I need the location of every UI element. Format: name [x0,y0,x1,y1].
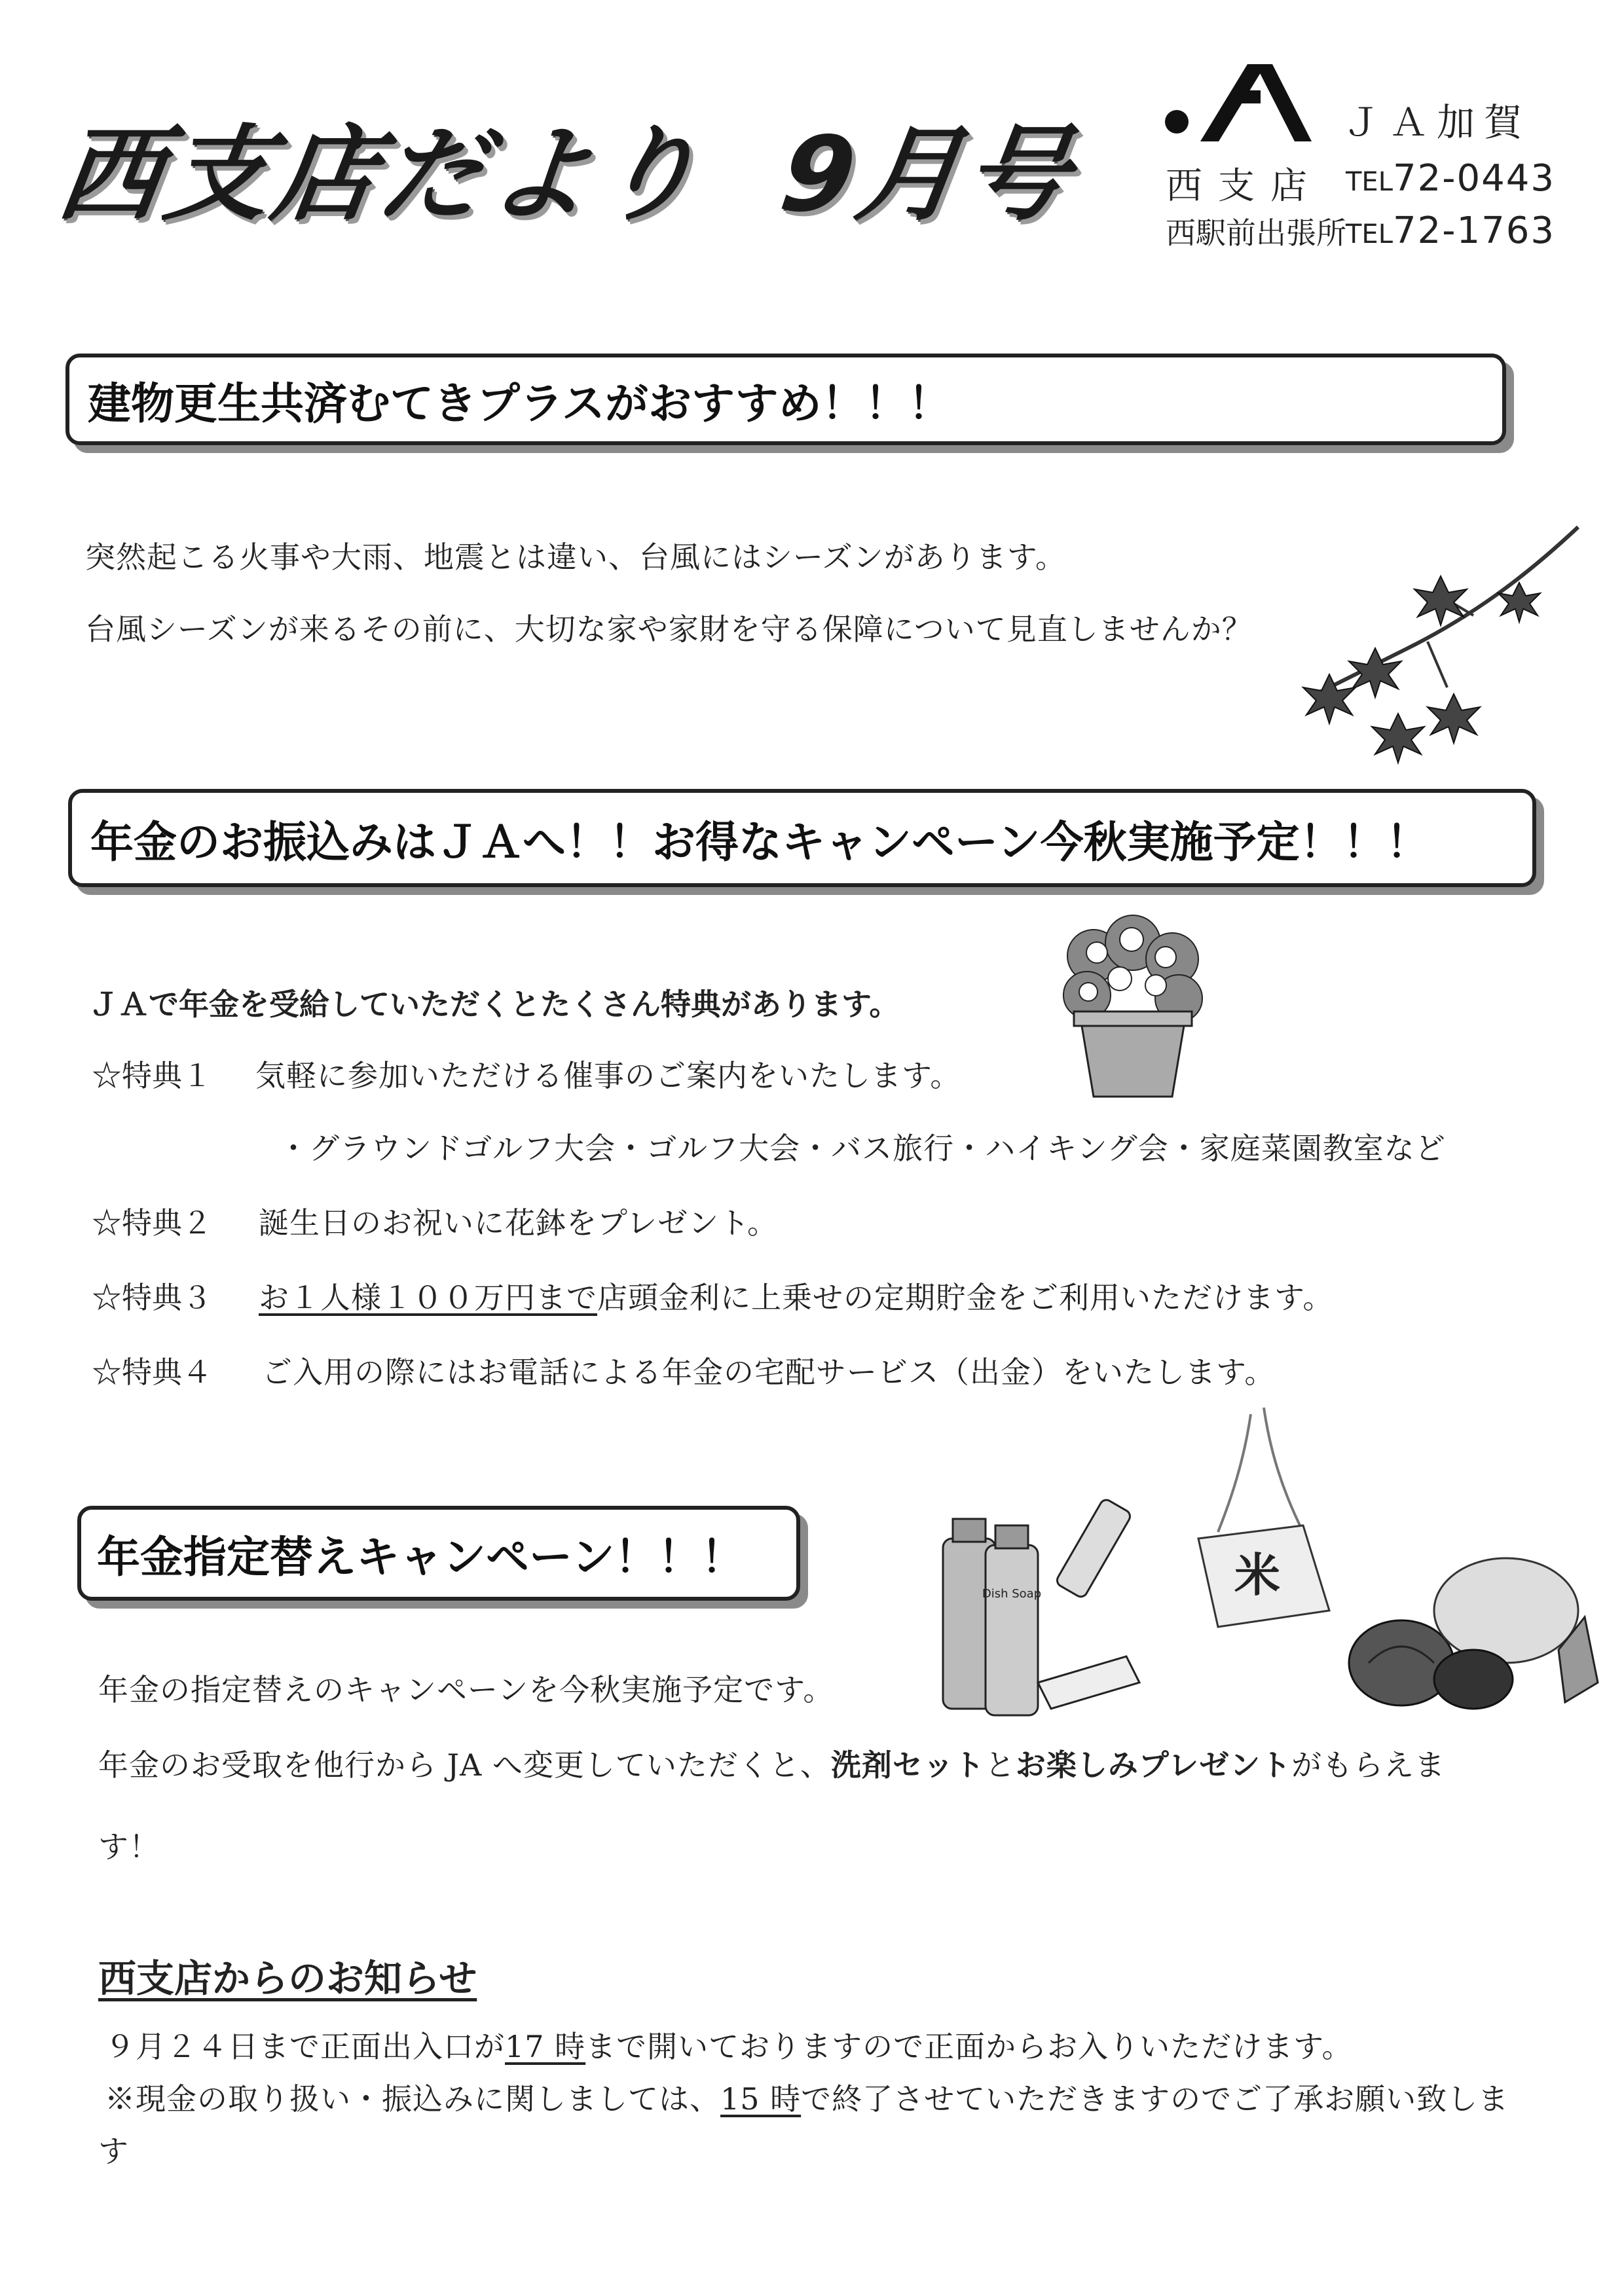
title-branch-news: 西支店だより [50,115,712,235]
perk-2-text: 誕生日のお祝いに花鉢をプレゼント。 [259,1205,779,1241]
office-phone: TEL72-1763 [1346,210,1555,252]
branch-phone: TEL72-0443 [1346,157,1555,200]
perk-3-label: ☆特典３ [92,1280,212,1315]
rice-bag-illustration [1172,1401,1356,1637]
campaign-line-2: 年金のお受取を他行から JA へ変更していただくと、洗剤セットとお楽しみプレゼントがもらえま [98,1747,1446,1783]
org-name: ＪＡ加賀 [1342,100,1532,145]
section-heading-campaign: 年金指定替えキャンペーン！！！ [77,1506,800,1601]
perk-4-text: ご入用の際にはお電話による年金の宅配サービス（出金）をいたします。 [262,1355,1276,1390]
ja-logo [1162,58,1313,143]
office-contact [1166,210,1555,253]
pension-lead: ＪＡで年金を受給していただくとたくさん特典があります。 [88,987,900,1022]
branch-contact [1166,157,1555,210]
notice-line-3: す [98,2134,129,2169]
title-issue-month: 9月号 [773,115,1082,235]
rice-label: 米 [1234,1548,1280,1602]
branch-name: 西支店 [1166,165,1323,208]
newsletter-title [50,92,1184,242]
notice-line-2: ※現金の取り扱い・振込みに関しましては、15 時で終了させていただきますのでご了承お願い致しま [105,2081,1509,2117]
insurance-paragraph-1: 突然起こる火事や大雨、地震とは違い、台風にはシーズンがあります。 [85,539,1067,575]
dish-soap-illustration [930,1493,1153,1728]
notice-heading: 西支店からのお知らせ [98,1956,477,2001]
perk-1-label: ☆特典１ [92,1058,212,1093]
office-name: 西駅前出張所 [1166,215,1346,251]
perk-4-label: ☆特典４ [92,1355,212,1390]
notice-line-1: ９月２４日まで正面出入口が17 時まで開いておりますので正面からお入りいただけます。 [105,2029,1353,2064]
cash-close-time: 15 時 [720,2081,802,2117]
section-heading-insurance: 建物更生共済むてきプラスがおすすめ！！！ [65,354,1506,445]
entrance-close-time: 17 時 [505,2029,586,2064]
campaign-line-1: 年金の指定替えのキャンペーンを今秋実施予定です。 [98,1672,834,1707]
soap-label: Dish Soap [982,1587,1042,1601]
vegetables-illustration [1342,1552,1604,1722]
perk-2-label: ☆特典２ [92,1205,212,1241]
flower-pot-illustration [1048,910,1218,1100]
perk-1-events: ・グラウンドゴルフ大会・ゴルフ大会・バス旅行・ハイキング会・家庭菜園教室など [278,1131,1446,1166]
insurance-paragraph-2: 台風シーズンが来るその前に、大切な家や家財を守る保障について見直しませんか？ [85,611,1253,647]
perk-3-text: お１人様１００万円まで店頭金利に上乗せの定期貯金をご利用いただけます。 [259,1280,1334,1315]
surprise-gift: お楽しみプレゼント [1015,1747,1292,1783]
perk-3-limit: お１人様１００万円まで [259,1280,597,1315]
section-heading-pension: 年金のお振込みはＪＡへ！！お得なキャンペーン今秋実施予定！！！ [68,789,1536,887]
perk-1-text: 気軽に参加いただける催事のご案内をいたします。 [255,1058,961,1093]
maple-leaves-illustration [1277,517,1585,766]
detergent-set: 洗剤セット [830,1747,985,1783]
campaign-line-3: す！ [98,1829,160,1865]
